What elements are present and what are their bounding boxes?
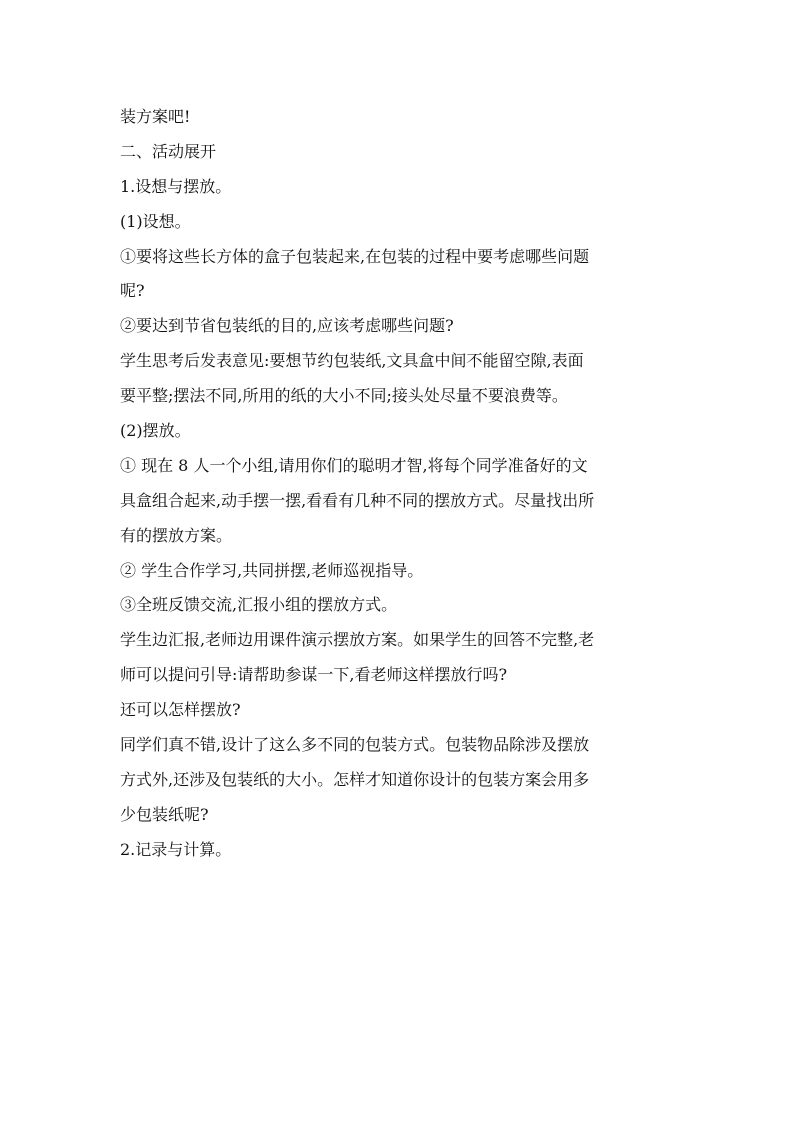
text-line: ② 学生合作学习,共同拼摆,老师巡视指导。 [120, 560, 424, 580]
text-line: 方式外,还涉及包装纸的大小。怎样才知道你设计的包装方案会用多 [120, 769, 590, 789]
text-line: 装方案吧! [120, 107, 191, 126]
text-line: ③全班反馈交流,汇报小组的摆放方式。 [120, 595, 398, 615]
text-line: 少包装纸呢? [120, 804, 209, 824]
text-line: 呢? [120, 281, 145, 301]
text-line: 学生思考后发表意见:要想节约包装纸,文具盒中间不能留空隙,表面 [120, 351, 584, 371]
text-line: 还可以怎样摆放? [120, 700, 241, 720]
text-line: ②要达到节省包装纸的目的,应该考虑哪些问题? [120, 316, 454, 336]
text-line: ① 现在 8 人一个小组,请用你们的聪明才智,将每个同学准备好的文 [120, 455, 588, 475]
text-line: 有的摆放方案。 [120, 525, 233, 545]
text-line: 同学们真不错,设计了这么多不同的包装方式。包装物品除涉及摆放 [120, 735, 590, 755]
text-line: 师可以提问引导:请帮助参谋一下,看老师这样摆放行吗? [120, 665, 508, 685]
subsection-heading: (2)摆放。 [120, 421, 191, 441]
text-line: 要平整;摆法不同,所用的纸的大小不同;接头处尽量不要浪费等。 [120, 386, 568, 406]
subsection-heading: 2.记录与计算。 [120, 839, 232, 859]
subsection-heading: (1)设想。 [120, 211, 191, 231]
text-line: ①要将这些长方体的盒子包装起来,在包装的过程中要考虑哪些问题 [120, 246, 590, 266]
text-line: 学生边汇报,老师边用课件演示摆放方案。如果学生的回答不完整,老 [120, 630, 595, 650]
section-heading: 二、活动展开 [120, 141, 217, 161]
text-line: 具盒组合起来,动手摆一摆,看看有几种不同的摆放方式。尽量找出所 [120, 490, 595, 510]
document-body [120, 100, 680, 868]
subsection-heading: 1.设想与摆放。 [120, 176, 232, 196]
